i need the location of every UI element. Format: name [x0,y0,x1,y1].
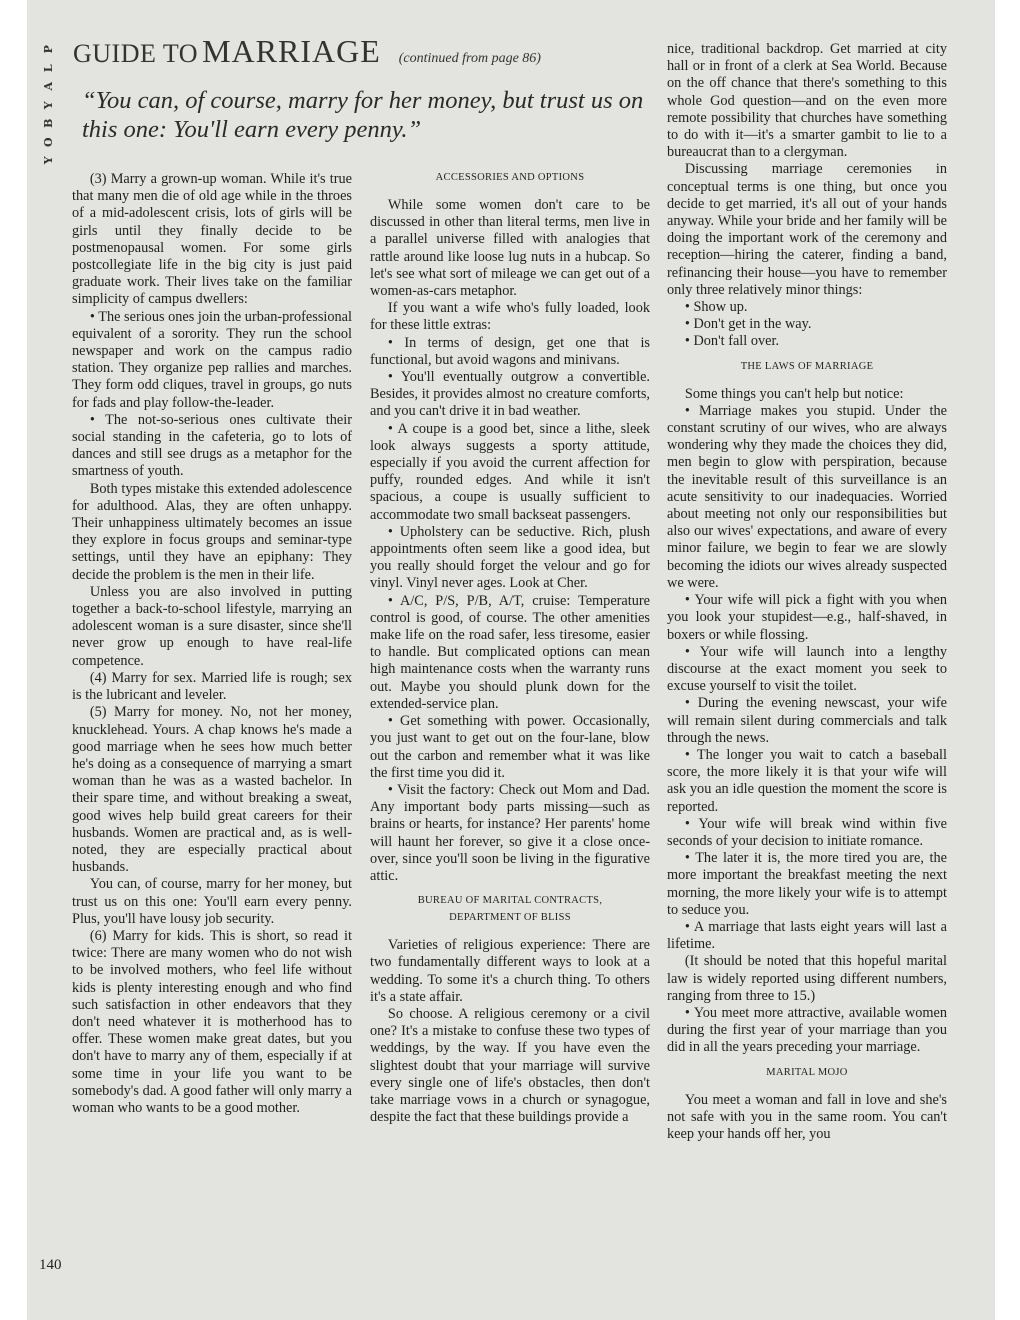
side-logo-letter: A [41,81,55,91]
paragraph: Both types mistake this extended adolescence for adulthood. Alas, they are often unhappy. Their unhappiness ultimately becomes an issue they explore in focus groups and seminar-type settings, until they have an epiphany: They decide the problem is the men in their life. [72,480,352,583]
title-marriage: MARRIAGE [202,33,381,69]
paragraph: (5) Marry for money. No, not her money, knucklehead. Yours. A chap knows he's made a good marriage when he sees how much better he's doing as a consequence of marrying a smart woman than he was as a wasted bachelor. In their spare time, and without breaking a sweat, good wives help build great careers for their husbands. Women are practical and, as is well-noted, they are especially practical about husbands. [72,704,352,876]
paragraph: (6) Marry for kids. This is short, so read it twice: There are many women who do not wish to be involved mothers, who feel life without kids is plenty interesting enough and who find such satisfaction in other endeavors that they don't need whatever it is motherhood has to offer. These women make great dates, but you don't have to marry any of them, especially if at some time in your life you want to be somebody's dad. A good father will only marry a woman who wants to be a good mother. [72,927,352,1116]
page-number: 140 [39,1257,62,1273]
paragraph: While some women don't care to be discussed in other than literal terms, men live in a parallel universe filled with analogies that rattle around like loose lug nuts in a hubcap. So let's see what sort of mileage we can get out of a women-as-cars metaphor. [370,197,650,300]
paragraph: • A marriage that lasts eight years will last a lifetime. [667,918,947,953]
article-title [73,33,693,73]
section-heading: ACCESSORIES AND OPTIONS [435,172,585,183]
title-guide-to: GUIDE TO [73,39,199,68]
paragraph: (4) Marry for sex. Married life is rough; sex is the lubricant and leveler. [72,669,352,704]
paragraph: • During the evening newscast, your wife will remain silent during commercials and talk through the news. [667,695,947,746]
paragraph: • Show up. [684,299,748,316]
paragraph: Varieties of religious experience: There are two fundamentally different ways to look at a wedding. To some it's a church thing. To others it's a state affair. [370,937,650,1005]
pull-quote: “You can, of course, marry for her money, but trust us on this one: You'll earn every penny.” [82,87,644,143]
section-heading: THE LAWS OF MARRIAGE [740,360,874,372]
continued-note: (continued from page 86) [398,51,541,66]
paragraph: • You'll eventually outgrow a convertible. Besides, it provides almost no creature comforts, and you can't drive it in bad weather. [370,369,650,420]
magazine-page [27,0,995,1320]
paragraph: • Don't fall over. [684,333,780,350]
paragraph: You can, of course, marry for her money, but trust us on this one: You'll earn every penny. Plus, you'll have lousy job security. [72,876,352,927]
paragraph: You meet a woman and fall in love and she's not safe with you in the same room. You can't keep your hands off her, you [667,1091,947,1142]
section-heading: MARITAL MOJO [766,1066,848,1078]
paragraph: • Your wife will pick a fight with you when you look your stupidest—e.g., half-shaved, in boxers or while flossing. [667,592,947,643]
paragraph: nice, traditional backdrop. Get married at city hall or in front of a clerk at Sea World. Because on the off chance that there's something to this whole God question—and on the even more remote possibility that churches have something to do with it—it's a smarter gambit to lie to a bureaucrat than to a clergyman. [667,41,947,161]
paragraph: • You meet more attractive, available women during the first year of your marriage than you did in all the years preceding your marriage. [667,1004,947,1056]
section-heading: BUREAU OF MARITAL CONTRACTS, DEPARTMENT OF BLISS [417,895,603,924]
side-logo-letter: B [41,118,55,128]
paragraph: So choose. A religious ceremony or a civil one? It's a mistake to confuse these two types of weddings, by the way. If you have even the slightest doubt that your marriage will survive every single one of life's obstacles, then don't take marriage vows in a church or synagogue, despite the fact that these buildings provide a [370,1005,650,1126]
paragraph: • Visit the factory: Check out Mom and Dad. Any important body parts missing—such as brains or hearts, for instance? Her parents' home will haunt her forever, so give it a close once-over, since you'll soon be living in the figurative attic. [370,781,650,884]
paragraph: If you want a wife who's fully loaded, look for these little extras: [370,300,650,334]
paragraph: (It should be noted that this hopeful marital law is widely reported using different numbers, ranging from three to 15.) [667,953,947,1004]
paragraph: • Your wife will launch into a lengthy discourse at the exact moment you seek to excuse yourself to visit the toilet. [667,643,947,695]
paragraph: • The longer you wait to catch a baseball score, the more likely it is that your wife will ask you an idle question the moment the score is reported. [667,746,947,815]
paragraph: • A coupe is a good bet, since a lithe, sleek look always suggests a sporty attitude, especially if you avoid the current affection for puffy, rounded edges. And while it isn't spacious, a coupe is usually sufficient to accommodate two small backseat passengers. [370,420,650,523]
paragraph: Some things you can't help but notice: [684,385,904,402]
side-logo-letter: P [41,45,55,54]
paragraph: • A/C, P/S, P/B, A/T, cruise: Temperature control is good, of course. The other amenities make life on the road safer, less tiresome, easier to handle. But complicated options can mean high maintenance costs when the warranty runs out. Maybe you should plunk down for the extended-service plan. [370,592,650,712]
paragraph: • Marriage makes you stupid. Under the constant scrutiny of our wives, who are always wondering why they made the choices they did, men begin to glow with perspiration, because the inevitable result of this surveillance is an acute sensitivity to our inadequacies. Worried about meeting not only our responsibilities but also our wives' expectations, and aware of every minor failure, we begin to fear we are slowly becoming the idiots our wives already suspected we were. [667,402,947,591]
paragraph: • The later it is, the more tired you are, the more important the breakfast meeting the next morning, the more likely your wife is to attempt to seduce you. [667,850,947,918]
paragraph: Unless you are also involved in putting together a back-to-school lifestyle, marrying an adolescent woman is a sure disaster, since she'll never grow up enough to have real-life competence. [72,583,352,669]
paragraph: • The not-so-serious ones cultivate their social standing in the cafeteria, go to lots of dances and still see drugs as a metaphor for the smartness of youth. [72,411,352,480]
column-2 [370,169,650,1126]
paragraph: • Get something with power. Occasionally, you just want to get out on the four-lane, blow out the carbon and remember what it was like the first time you did it. [370,713,650,781]
side-magazine-logo [39,40,59,170]
column-3 [667,41,947,1143]
paragraph: • Your wife will break wind within five seconds of your decision to initiate romance. [667,815,947,849]
paragraph: (3) Marry a grown-up woman. While it's true that many men die of old age while in the throes of a mid-adolescent crisis, lots of girls will be girls until they finally decide to be postmenopausal women. For some girls postcollegiate life in the big city is just paid graduate work. Their lives take on the familiar simplicity of campus dwellers: [72,171,352,308]
paragraph: • Don't get in the way. [684,316,812,333]
paragraph: • The serious ones join the urban-professional equivalent of a sorority. They run the school newspaper and work on the campus radio station. They organize pep rallies and marches. They form odd cliques, travel in groups, go nuts for fads and play follow-the-leader. [72,308,352,411]
side-logo-letter: O [41,136,55,147]
paragraph: Discussing marriage ceremonies in conceptual terms is one thing, but once you decide to get married, it's all out of your hands anyway. While your bride and her family will be doing the important work of the ceremony and reception—hiring the caterer, finding a band, refinancing their house—you have to remember only three relatively minor things: [667,161,947,298]
paragraph: • Upholstery can be seductive. Rich, plush appointments often seem like a good idea, but you really should forget the velour and go for vinyl. Vinyl never ages. Look at Cher. [370,523,650,592]
column-1 [72,171,352,1117]
side-logo-letter: L [41,63,55,72]
side-logo-letter: Y [41,156,55,165]
paragraph: • In terms of design, get one that is functional, but avoid wagons and minivans. [370,334,650,368]
side-logo-letter: Y [41,100,55,109]
